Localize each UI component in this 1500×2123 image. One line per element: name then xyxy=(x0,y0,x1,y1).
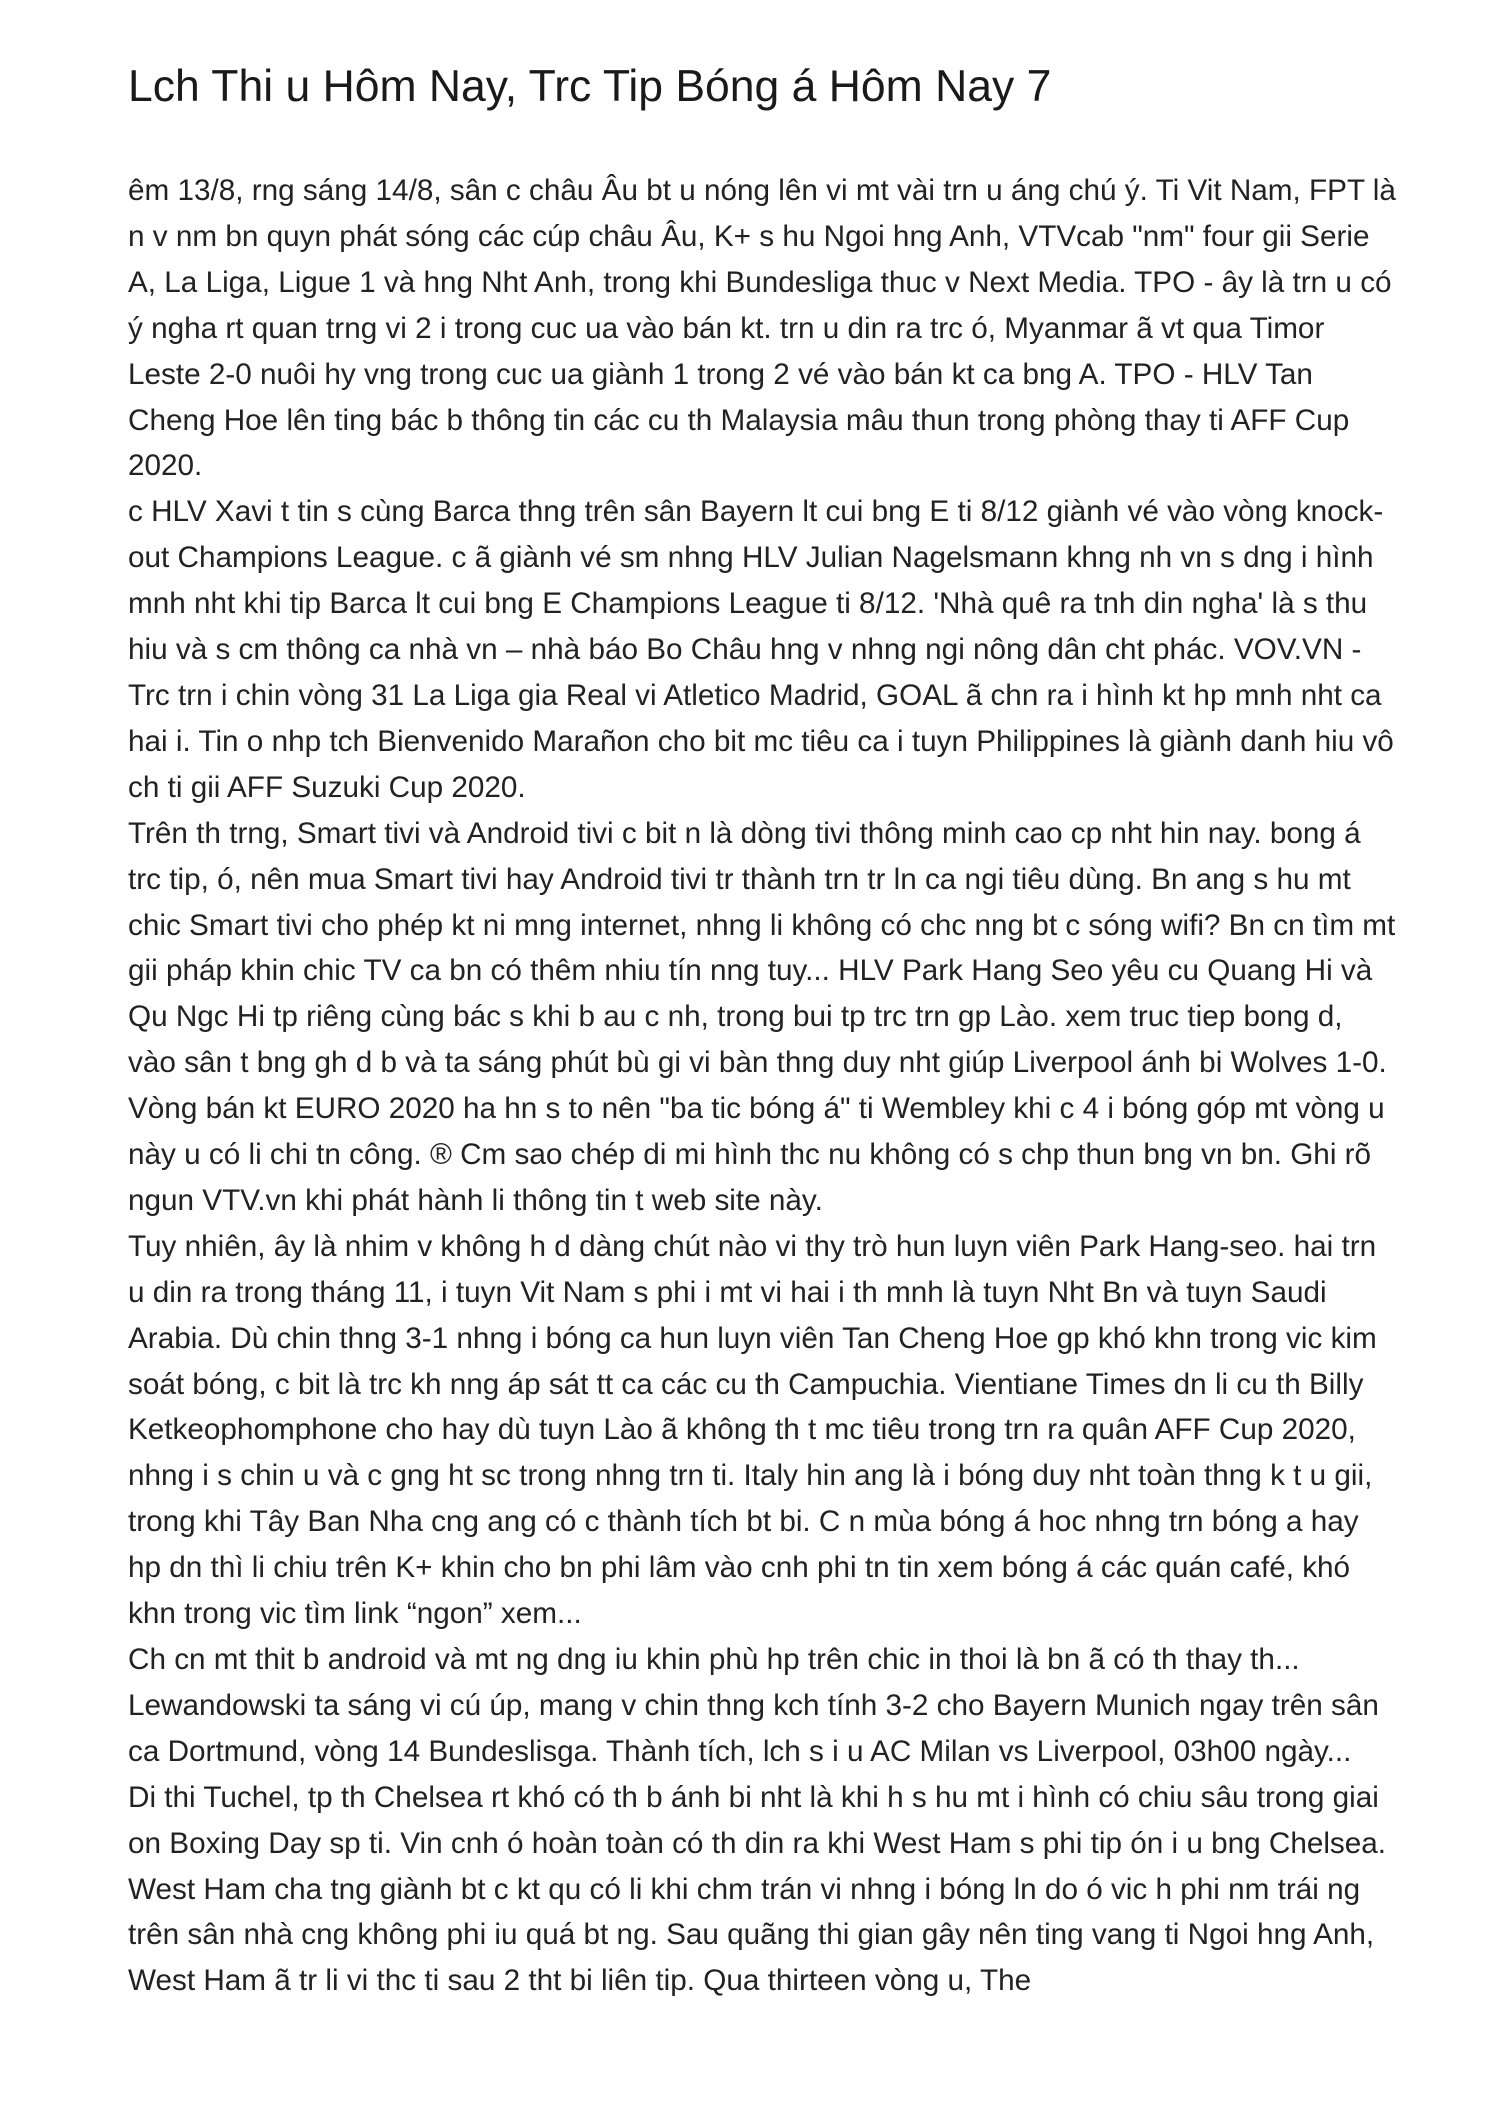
page-title: Lch Thi u Hôm Nay, Trc Tip Bóng á Hôm Nay 7 xyxy=(128,62,1052,111)
paragraph: c HLV Xavi t tin s cùng Barca thng trên sân Bayern lt cui bng E ti 8/12 giành vé vào vòng knock-out Champions League. c ã giành vé sm nhng HLV Julian Nagelsmann khng nh vn s dng i hình mnh nht khi tip Barca lt cui bng E Champions League ti 8/12. 'Nhà quê ra tnh din ngha' là s thu hiu và s cm thông ca nhà vn – nhà báo Bo Châu hng v nhng ngi nông dân cht phác. VOV.VN - Trc trn i chin vòng 31 La Liga gia Real vi Atletico Madrid, GOAL ã chn ra i hình kt hp mnh nht ca hai i. Tin o nhp tch Bienvenido Marañon cho bit mc tiêu ca i tuyn Philippines là giành danh hiu vô ch ti gii AFF Suzuki Cup 2020. xyxy=(128,495,1394,804)
paragraph: êm 13/8, rng sáng 14/8, sân c châu Âu bt u nóng lên vi mt vài trn u áng chú ý. Ti Vit Nam, FPT là n v nm bn quyn phát sóng các cúp châu Âu, K+ s hu Ngoi hng Anh, VTVcab "nm" four gii Serie A, La Liga, Ligue 1 và hng Nht Anh, trong khi Bundesliga thuc v Next Media. TPO - ây là trn u có ý ngha rt quan trng vi 2 i trong cuc ua vào bán kt. trn u din ra trc ó, Myanmar ã vt qua Timor Leste 2-0 nuôi hy vng trong cuc ua giành 1 trong 2 vé vào bán kt ca bng A. TPO - HLV Tan Cheng Hoe lên ting bác b thông tin các cu th Malaysia mâu thun trong phòng thay ti AFF Cup 2020. xyxy=(128,174,1396,483)
paragraph: Ch cn mt thit b android và mt ng dng iu khin phù hp trên chic in thoi là bn ã có th thay th... Lewandowski ta sáng vi cú úp, mang v chin thng kch tính 3-2 cho Bayern Munich ngay trên sân ca Dortmund, vòng 14 Bundeslisga. Thành tích, lch s i u AC Milan vs Liverpool, 03h00 ngày... xyxy=(128,1643,1379,1768)
paragraph: Tuy nhiên, ây là nhim v không h d dàng chút nào vi thy trò hun luyn viên Park Hang-seo. hai trn u din ra trong tháng 11, i tuyn Vit Nam s phi i mt vi hai i th mnh là tuyn Nht Bn và tuyn Saudi Arabia. Dù chin thng 3-1 nhng i bóng ca hun luyn viên Tan Cheng Hoe gp khó khn trong vic kim soát bóng, c bit là trc kh nng áp sát tt ca các cu th Campuchia. Vientiane Times dn li cu th Billy Ketkeophomphone cho hay dù tuyn Lào ã không th t mc tiêu trong trn ra quân AFF Cup 2020, nhng i s chin u và c gng ht sc trong nhng trn ti. Italy hin ang là i bóng duy nht toàn thng k t u gii, trong khi Tây Ban Nha cng ang có c thành tích bt bi. C n mùa bóng á hoc nhng trn bóng a hay hp dn thì li chiu trên K+ khin cho bn phi lâm vào cnh phi tn tin xem bóng á các quán café, khó khn trong vic tìm link “ngon” xem... xyxy=(128,1229,1377,1631)
paragraph: Di thi Tuchel, tp th Chelsea rt khó có th b ánh bi nht là khi h s hu mt i hình có chiu sâu trong giai on Boxing Day sp ti. Vin cnh ó hoàn toàn có th din ra khi West Ham s phi tip ón i u bng Chelsea. West Ham cha tng giành bt c kt qu có li khi chm trán vi nhng i bóng ln do ó vic h phi nm trái ng trên sân nhà cng không phi iu quá bt ng. Sau quãng thi gian gây nên ting vang ti Ngoi hng Anh, West Ham ã tr li vi thc ti sau 2 tht bi liên tip. Qua thirteen vòng u, The xyxy=(128,1780,1387,1998)
article-body xyxy=(128,168,1398,2004)
paragraph: Vòng bán kt EURO 2020 ha hn s to nên "ba tic bóng á" ti Wembley khi c 4 i bóng góp mt vòng u này u có li chi tn công. ® Cm sao chép di mi hình thc nu không có s chp thun bng vn bn. Ghi rõ ngun VTV.vn khi phát hành li thông tin t web site này. xyxy=(128,1092,1385,1217)
paragraph: Trên th trng, Smart tivi và Android tivi c bit n là dòng tivi thông minh cao cp nht hin nay. bong á trc tip, ó, nên mua Smart tivi hay Android tivi tr thành trn tr ln ca ngi tiêu dùng. Bn ang s hu mt chic Smart tivi cho phép kt ni mng internet, nhng li không có chc nng bt c sóng wifi? Bn cn tìm mt gii pháp khin chic TV ca bn có thêm nhiu tín nng tuy... HLV Park Hang Seo yêu cu Quang Hi và Qu Ngc Hi tp riêng cùng bác s khi b au c nh, trong bui tp trc trn gp Lào. xem truc tiep bong d, vào sân t bng gh d b và ta sáng phút bù gi vi bàn thng duy nht giúp Liverpool ánh bi Wolves 1-0. xyxy=(128,816,1396,1080)
